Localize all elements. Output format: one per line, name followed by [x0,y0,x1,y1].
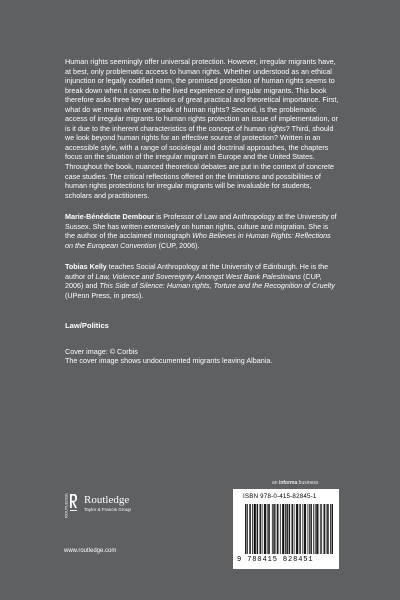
book-title: Law, Violence and Sovereignty Amongst West Bank Palestinians [95,271,302,281]
bio-text: teaches Social Anthropology at the University of Edinburgh. He is the author of [65,262,329,281]
barcode-bar [289,504,290,554]
barcode-bar [267,504,268,554]
barcode-bar [292,504,293,554]
back-cover-text [65,57,340,366]
barcode-bar [247,504,248,554]
barcode-bar [289,504,290,554]
barcode-bar [268,504,269,554]
barcode-bar [252,504,253,554]
barcode-bar [302,504,303,554]
informa-business-tag [272,480,318,486]
barcode-bar [277,504,278,554]
barcode-bar [299,504,300,554]
routledge-r-icon [64,491,78,519]
barcode-bar [297,504,298,554]
bio-text: (UPenn Press, in press). [65,291,144,301]
barcode-bar [324,504,325,554]
barcode-bar [327,504,328,554]
informa-pre: an [272,480,279,486]
barcode-bar [285,504,286,554]
barcode-bar [332,504,333,554]
barcode-bar [278,504,279,554]
publisher-name: Routledge [84,494,130,506]
barcode-bar [254,504,255,554]
barcode-bar [280,504,281,554]
barcode-bar [330,504,331,554]
barcode-bar [286,504,287,554]
barcode-bar [265,504,266,554]
barcode-bar [296,504,297,554]
barcode-bar [294,504,295,554]
barcode-bar [297,504,298,554]
barcode-bar [257,504,258,554]
barcode-digits: 9 780415 828451 [237,556,314,564]
barcode-bar [324,504,325,554]
barcode-bar [246,504,247,554]
barcode-bar [292,504,293,554]
barcode-bar [276,504,277,554]
barcode-bar [274,504,275,554]
barcode-bar [310,504,311,554]
barcode-bar [305,504,306,554]
barcode-bar [257,504,258,554]
barcode-bar [316,504,317,554]
cover-credit [65,347,340,366]
routledge-logo [64,489,160,521]
barcode-bar [320,504,321,554]
barcode-bar [265,504,266,554]
barcode-bar [284,504,285,554]
isbn-label: ISBN 978-0-415-82845-1 [243,493,317,500]
barcode-bar [250,504,251,554]
barcode-bar [269,504,270,554]
barcode-bar [332,504,333,554]
barcode-bar [283,504,284,554]
cover-image-note: The cover image shows undocumented migrants leaving Albania. [65,356,273,366]
informa-brand: informa [278,480,298,486]
author-bio-kelly [65,262,340,300]
book-blurb: Human rights seemingly offer universal protection. However, irregular migrants have, at best, only problematic access to human rights. Whether understood as an ethical injunction or legally codified norm, the promised protection of human rights seems to break down when it comes to the lived experience of irregular migrants. This book therefore asks three key questions of great practical and theoretical importance. First, what do we mean when we speak of human rights? Second, is the problematic access of irregular migrants to human rights protection an issue of implementation, or is it due to the inherent characteristics of the concept of human rights? Third, should we look beyond human rights for an effective source of protection? Written in an accessible style, with a range of sociolegal and doctrinal approaches, the chapters focus on the situation of the irregular migrant in Europe and the United States. Throughout the book, nuanced theoretical debates are put in the context of concrete case studies. The critical reflections offered on the limitations and possibilities of human rights protections for irregular migrants will be invaluable for students, scholars and practitioners. [65,57,339,200]
barcode-bar [311,504,312,554]
author-name: Marie-Bénédicte Dembour [65,212,155,222]
barcode-bar [313,504,314,554]
author-name: Tobias Kelly [65,262,107,272]
author-bio-dembour [65,212,340,250]
barcode-bar [249,504,250,554]
barcode-bar [309,504,310,554]
barcode [245,504,333,554]
routledge-vertical-wordmark: ROUTLEDGE [64,493,69,518]
barcode-bar [321,504,322,554]
barcode-bar [245,504,246,554]
barcode-bar [272,504,273,554]
barcode-bar [273,504,274,554]
cover-image-credit: Cover image: © Corbis [65,346,138,356]
barcode-bar [264,504,265,554]
barcode-bar [328,504,329,554]
barcode-bar [287,504,288,554]
barcode-bar [260,504,261,554]
publisher-group: Taylor & Francis Group [84,507,131,512]
informa-post: business [297,480,319,486]
barcode-bar [315,504,316,554]
barcode-bar [318,504,319,554]
barcode-bar [262,504,263,554]
subject-category: Law/Politics [65,320,109,330]
barcode-bar [317,504,318,554]
bio-text: is Professor of Law and Anthropology at the University of Sussex. She has written extensively on human rights, culture and migration. She is the author of the acclaimed monograph [65,212,337,241]
barcode-bar [326,504,327,554]
barcode-bar [300,504,301,554]
bio-text: (CUP, 2006). [156,240,200,250]
barcode-bar [308,504,309,554]
barcode-bar [255,504,256,554]
publisher-url: www.routledge.com [64,548,117,554]
bio-text: (CUP, 2006) and [65,271,322,291]
book-title: This Side of Silence: Human rights, Torture and the Recognition of Cruelty [99,281,335,291]
barcode-bar [282,504,283,554]
barcode-bar [254,504,255,554]
barcode-bar [305,504,306,554]
barcode-bar [304,504,305,554]
book-title: Who Believes in Human Rights: Reflections on the European Convention [65,231,331,250]
barcode-bar [260,504,261,554]
isbn-barcode-block [233,489,339,569]
